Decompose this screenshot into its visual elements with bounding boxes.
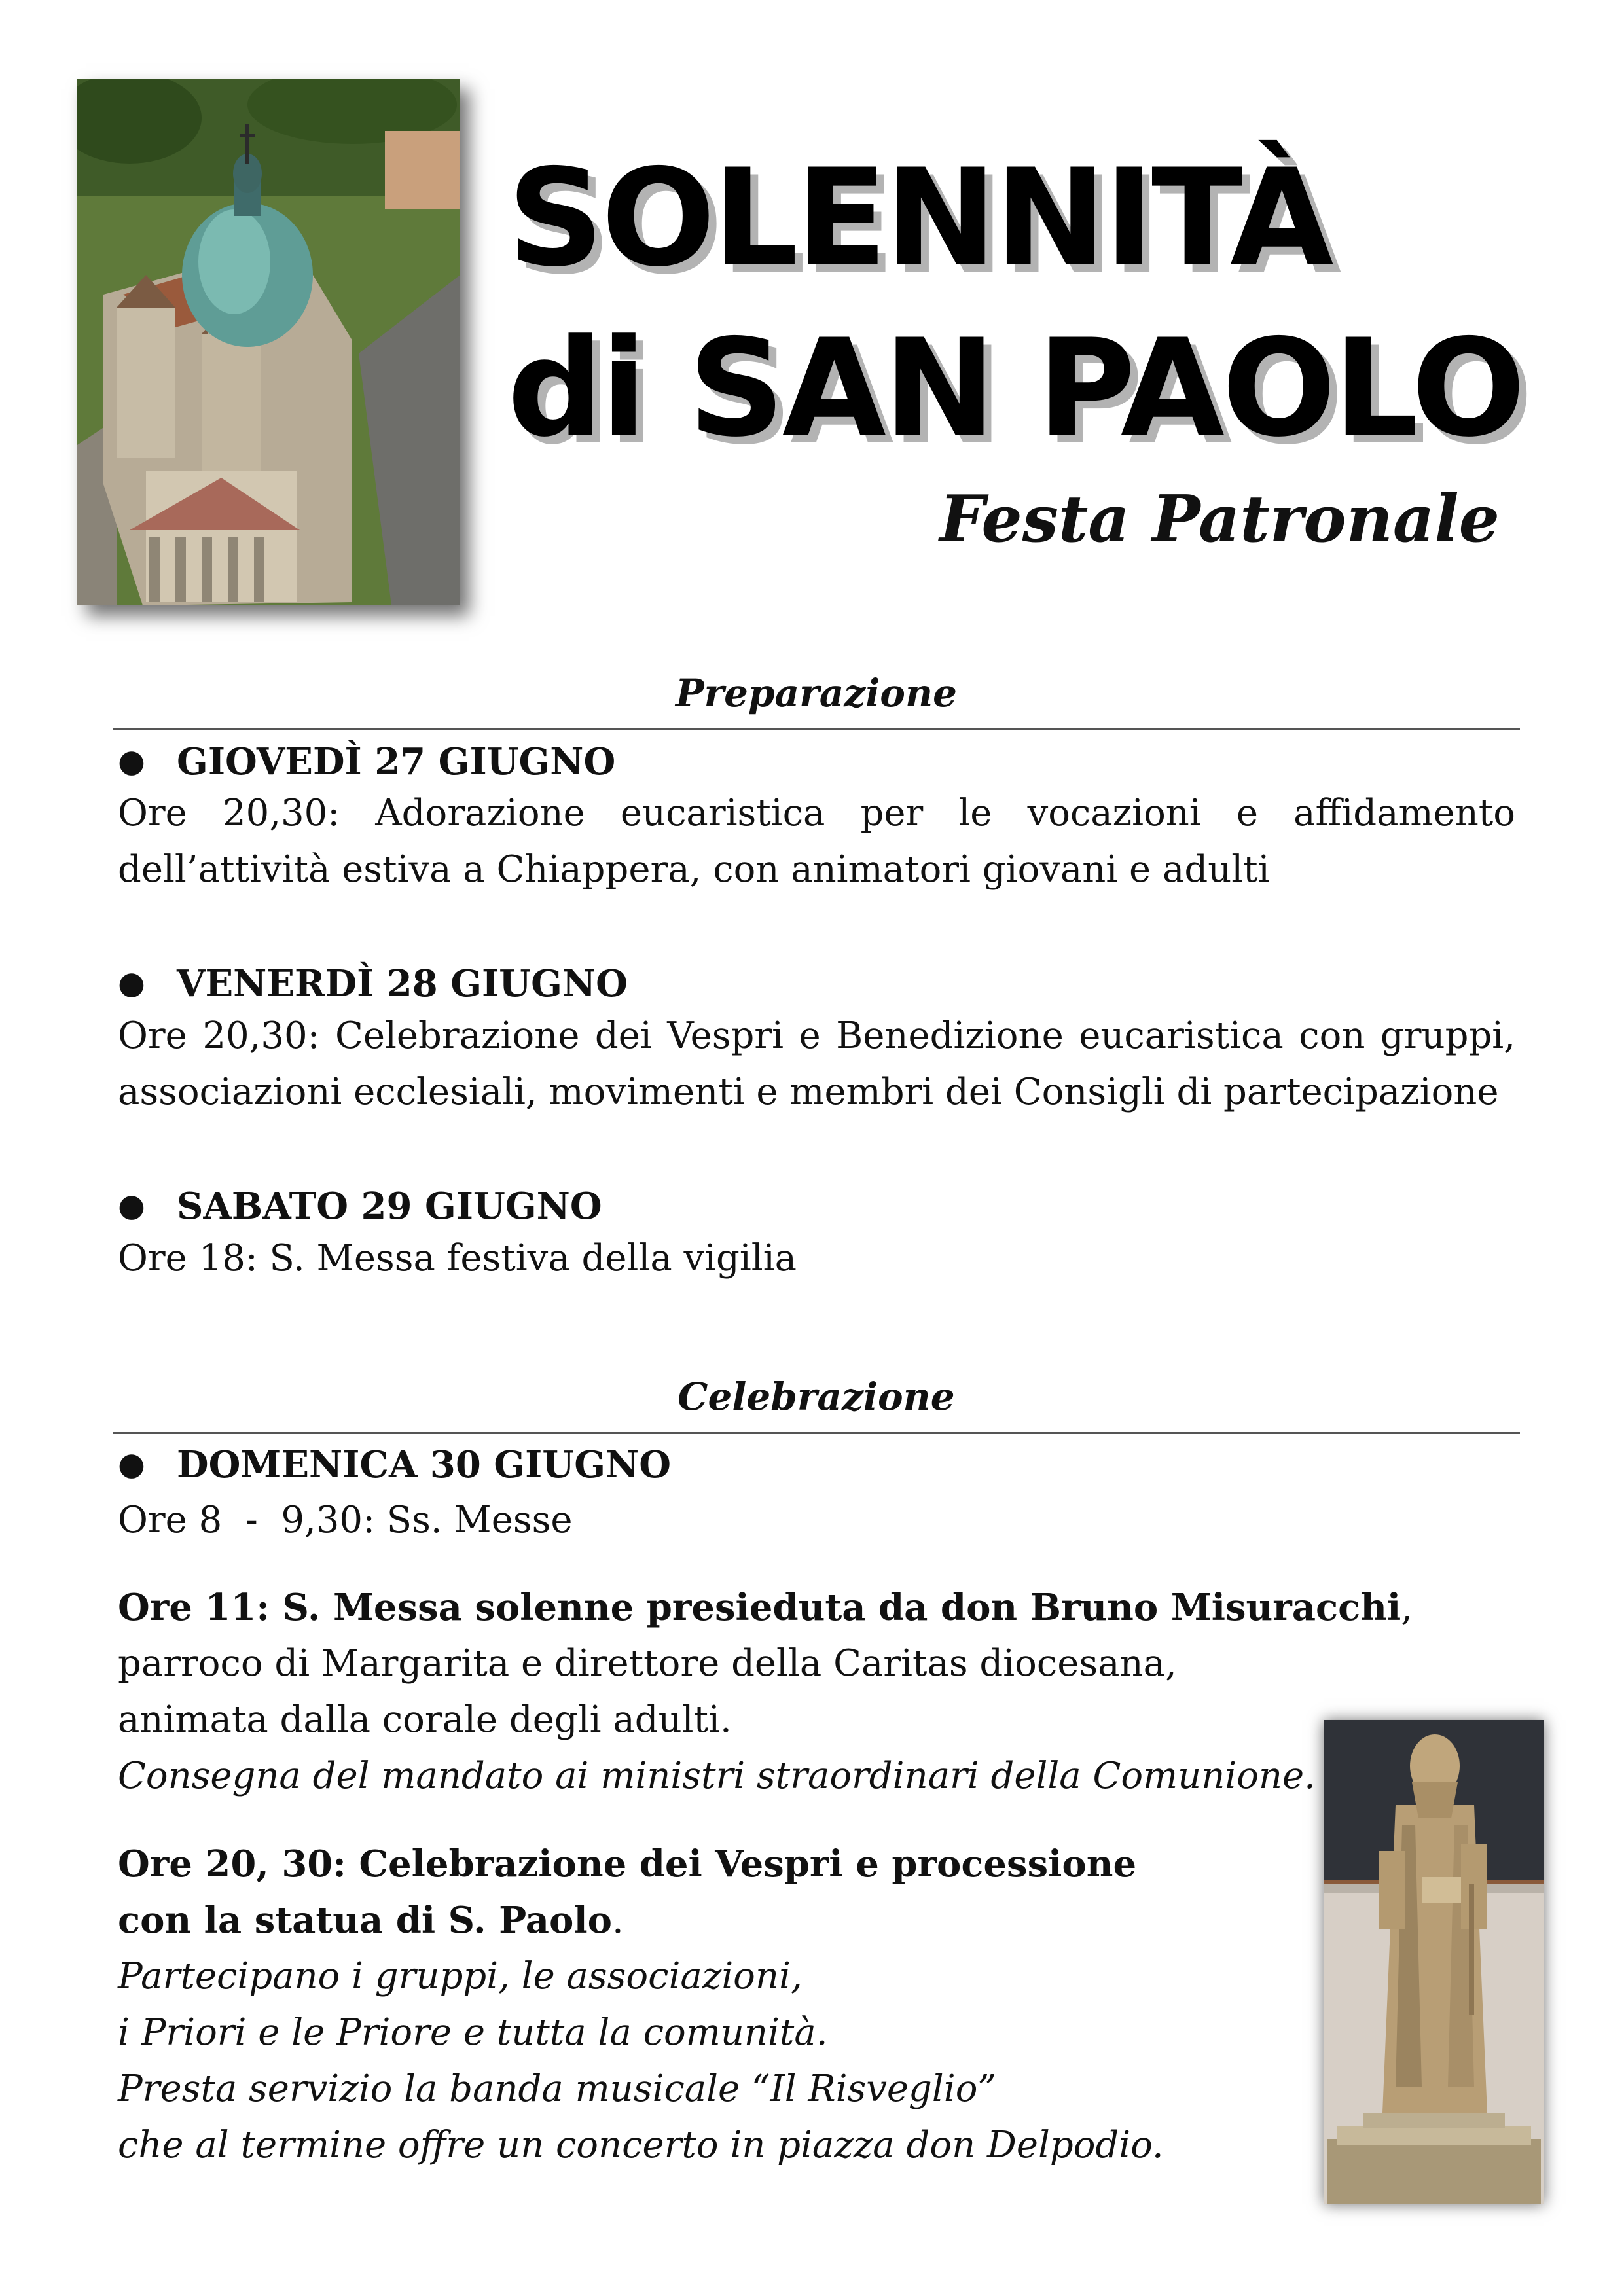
- event-description: Ore 20,30: Adorazione eucaristica per le vocazioni e affidamento dell’attività estiva a Chiappera, con animatori giovani e adulti: [118, 792, 1515, 891]
- section-heading-celebrazione: Celebrazione: [677, 1374, 955, 1419]
- subtitle: Festa Patronale: [939, 482, 1500, 557]
- solemn-mass-title: Ore 11: S. Messa solenne presieduta da don Bruno Misuracchi: [118, 1586, 1401, 1629]
- solemn-mass-comma: ,: [1401, 1587, 1413, 1629]
- vespri-title: Ore 20, 30: Celebrazione dei Vespri e processione: [118, 1842, 1137, 1886]
- statue-photo: [1324, 1720, 1544, 2204]
- title-line-1: SOLENNITÀ: [507, 141, 1331, 296]
- solemn-mass-detail: animata dalla corale degli adulti.: [118, 1698, 732, 1741]
- event-description: Ore 18: S. Messa festiva della vigilia: [118, 1237, 797, 1280]
- section-divider: [113, 1432, 1520, 1434]
- day-label: DOMENICA 30 GIUGNO: [177, 1443, 671, 1486]
- solemn-mass-detail: parroco di Margarita e direttore della Caritas diocesana,: [118, 1642, 1177, 1685]
- solemn-mass-note: Consegna del mandato ai ministri straordinari della Comunione.: [118, 1755, 1316, 1797]
- day-heading: [118, 1185, 602, 1228]
- day-label: VENERDÌ 28 GIUGNO: [177, 962, 628, 1005]
- vespri-title-2: [118, 1899, 624, 1942]
- event-description: Ore 20,30: Celebrazione dei Vespri e Benedizione eucaristica con gruppi, associazioni ecclesiali, movimenti e membri dei Consigli di partecipazione: [118, 1014, 1515, 1113]
- church-photo: [77, 79, 460, 605]
- section-heading-preparazione: Preparazione: [675, 671, 958, 715]
- vespri-title-2-dot: .: [612, 1899, 624, 1942]
- bullet-icon: ●: [118, 743, 145, 780]
- section-divider: [113, 728, 1520, 730]
- solemn-mass-line: [118, 1586, 1413, 1629]
- title-line-2: di SAN PAOLO: [507, 311, 1523, 467]
- day-label: GIOVEDÌ 27 GIUGNO: [177, 740, 616, 783]
- day-heading: [118, 1443, 671, 1486]
- masses-line: Ore 8 - 9,30: Ss. Messe: [118, 1499, 573, 1541]
- vespri-note: i Priori e le Priore e tutta la comunità.: [118, 2011, 828, 2054]
- vespri-title-2-text: con la statua di S. Paolo: [118, 1899, 612, 1942]
- bullet-icon: ●: [118, 965, 145, 1001]
- bullet-icon: ●: [118, 1446, 145, 1482]
- vespri-note: che al termine offre un concerto in piazza don Delpodio.: [118, 2124, 1164, 2166]
- vespri-note: Presta servizio la banda musicale “Il Risveglio”: [118, 2068, 997, 2110]
- bullet-icon: ●: [118, 1187, 145, 1224]
- day-heading: [118, 740, 616, 783]
- day-label: SABATO 29 GIUGNO: [177, 1185, 602, 1228]
- vespri-note: Partecipano i gruppi, le associazioni,: [118, 1955, 803, 1998]
- day-heading: [118, 962, 628, 1005]
